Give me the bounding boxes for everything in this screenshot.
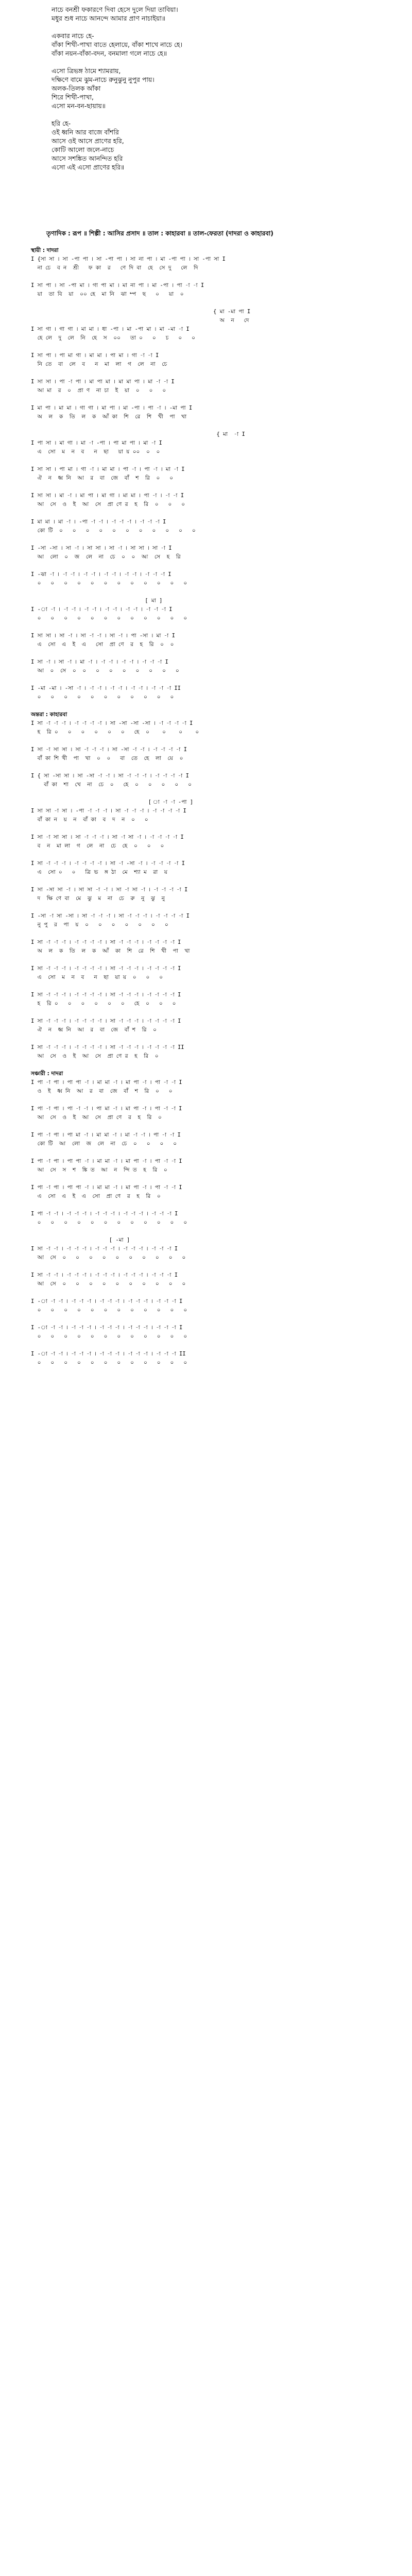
row-spacer bbox=[0, 763, 412, 772]
notation-row: I পা -া পা । পা -া -া । পা মা -া । মা পা -া । পা -া -া I bbox=[31, 1106, 182, 1112]
notation-row: ০ ০ ০ ০ ০ ০ ০ ০ ০ ০ ০ bbox=[31, 694, 174, 700]
notation-row: I -া -া -া । -া -া -া । -া -া -া । -া -া -া । -া -া -া I bbox=[31, 1325, 183, 1331]
notation-row: I সা -া -া । -া -া -া । -া -া -া । -া -া -া । -া -া -া I bbox=[31, 1246, 178, 1252]
notation-row: I সা -া -া -া । -া -া -া -া । সা -া -া -া । -া -া -া -া I bbox=[31, 965, 181, 972]
notation-row: ও ই ধ্ব নি আ র বা জে বাঁ শ রি ০ ০ bbox=[31, 1088, 173, 1094]
notation-row: আ সে ও ই আ সে প্রা ণে র হ রি ০ ০ ০ bbox=[31, 501, 185, 507]
row-spacer bbox=[0, 1262, 412, 1271]
notation-row: I {সা সা । সা -পা পা । সা -পা পা । সা না পা । মা -পা পা । সা -পা সা I bbox=[31, 256, 226, 262]
row-spacer bbox=[0, 509, 412, 518]
notation-row: I সা -া -া -া । -া -া -া -া । সা -া -সা -া । -া -া -া -া I bbox=[31, 860, 185, 867]
notation-row: হ রি ০ ০ ০ ০ ০ ০ হে ০ ০ ০ bbox=[31, 1001, 176, 1007]
section-label: অন্তরা : কাহারবা bbox=[31, 711, 67, 718]
notation-row: বাঁ কা শি খী পা খা ০ ০ বা তে হে লা য়ে ০ bbox=[31, 755, 183, 761]
notation-row: I পা সা । মা গা । মা -া -পা । পা মা পা । মা -া I bbox=[31, 440, 162, 446]
notation-row: ০ ০ ০ ০ ০ ০ ০ ০ ০ ০ ০ ০ bbox=[31, 1307, 187, 1313]
notation-row: অ ল ক তি ল ক আঁ কা শি রে শি খী পা খা bbox=[31, 414, 187, 420]
notation-row: কো টি ০ ০ ০ ০ ০ ০ ০ ০ ০ ০ ০ bbox=[31, 528, 196, 534]
row-spacer bbox=[0, 1175, 412, 1183]
notation-row: হ রি ০ ০ ০ ০ ০ ০ হে ০ ০ ০ ০ bbox=[31, 729, 199, 735]
notation-row: দ ক্ষি ণে বা মে ঝু ম না চে রু নু ঝু নু bbox=[31, 895, 165, 902]
lyric-line: শিরে শিখী-পাখা, bbox=[52, 93, 94, 101]
notation-row: ০ ০ ০ ০ ০ ০ ০ ০ ০ ০ ০ ০ bbox=[31, 580, 187, 586]
notation-row: I মা পা । মা মা । গা গা । মা পা । মা -পা । পা -া । -মা পা I bbox=[31, 405, 193, 411]
notation-row: বাঁ কা শা খে না চে ০ হে ০ ০ ০ ০ ০ bbox=[31, 782, 192, 788]
notation-row: এ সো ম ন ব ন ছা য়া য় ০ ০ ০ bbox=[31, 974, 163, 980]
section-label: স্থায়ী : দাদরা bbox=[31, 247, 59, 253]
row-spacer bbox=[0, 343, 412, 351]
row-spacer bbox=[0, 789, 412, 798]
notation-row: ঐ ন ধ্ব নি আ র বা জে বাঁ শ রি ০ bbox=[31, 1027, 157, 1033]
notation-row: ০ ০ ০ ০ ০ ০ ০ ০ ০ ০ ০ ০ bbox=[31, 615, 187, 621]
lyric-line: এসো এই এসো প্রাণের হরি॥ bbox=[52, 163, 125, 171]
notation-row: I সা সা । পা মা । গা -া । মা মা । পা -া । পা -া । মা -া I bbox=[31, 466, 185, 472]
row-spacer bbox=[0, 395, 412, 404]
lyric-line: হরি হে- bbox=[52, 120, 71, 127]
notation-row: I সা -া -া -া । -া -া -া -া । সা -া -া -া । -া -া -া -া I bbox=[31, 1018, 181, 1024]
notation-row: I সা -া -া । -া -া -া । -া -া -া । -া -া -া । -া -া -া I bbox=[31, 1272, 178, 1278]
row-spacer bbox=[0, 1122, 412, 1131]
row-spacer bbox=[0, 623, 412, 632]
row-spacer bbox=[0, 1289, 412, 1297]
row-spacer bbox=[0, 588, 412, 597]
row-spacer bbox=[0, 929, 412, 938]
lyric-line bbox=[52, 23, 381, 31]
notation-row: I সা -া -া -া । -া -া -া -া । সা -সা -সা -সা । -া -া -া -া I bbox=[31, 720, 193, 726]
notation-row: না চে ব ন শ্রী ফ কা র ণে দি বা হে সে দু লে দি bbox=[31, 265, 198, 271]
notation-row: I সা সা । সা -া । সা -া -া । সা -া । পা -সা । মা -া I bbox=[31, 633, 175, 639]
row-spacer bbox=[0, 1096, 412, 1105]
notation-row: আ মা র ০ প্রা ণ না চা ই য়া ০ ০ ০ bbox=[31, 387, 166, 394]
notation-row: I সা -া -া -া । -া -া -া -া । সা -া -া -া । -া -া -া -া II bbox=[31, 1044, 184, 1050]
row-spacer bbox=[0, 903, 412, 912]
lyric-line: এসো ত্রিভঙ্গ ঠামে শ্যামরায়, bbox=[52, 67, 121, 75]
notation-row: আ সে ও ই আ সে প্রা ণে র হ রি ০ bbox=[31, 1053, 159, 1059]
notation-row: I সা গা । গা গা । মা মা । ধা -পা । মা -পা মা । মা -মা -া I bbox=[31, 326, 190, 332]
row-spacer bbox=[0, 1035, 412, 1043]
row-spacer bbox=[0, 737, 412, 745]
notation-row: { মা -মা পা I bbox=[31, 309, 251, 315]
notation-row: আ সে ও ই আ সে প্রা ণে র হ রি ০ bbox=[31, 1114, 162, 1121]
notation-row: অ ল ক তি ল ক আঁ কা শি রে শি খী পা খা bbox=[31, 948, 190, 954]
row-spacer bbox=[0, 369, 412, 378]
notation-row: আ সে ০ ০ ০ ০ ০ ০ ০ ০ ০ ০ bbox=[31, 1281, 186, 1287]
notation-row: ০ ০ ০ ০ ০ ০ ০ ০ ০ ০ ০ ০ bbox=[31, 1333, 187, 1340]
row-spacer bbox=[0, 562, 412, 570]
row-spacer bbox=[0, 1227, 412, 1236]
song-info-line: তৃণাদিক : রূপ ॥ শিল্পী : আসির প্রসাদ ॥ তাল : কাহারবা ॥ তাল-ফেরতা (দাদরা ও কাহারবা) bbox=[46, 230, 273, 237]
lyric-line: কোটি আলো জলে-নাচে bbox=[52, 146, 114, 154]
notation-row: [ মা ] bbox=[31, 598, 163, 604]
row-spacer bbox=[0, 456, 412, 465]
lyric-line bbox=[52, 110, 381, 119]
notation-row: I সা সা । মা -া । মা পা । মা গা । মা মা । পা -া । -া -া I bbox=[31, 493, 184, 499]
notation-row: আ সে স শ ঙ্কি ত আ ন ন্দি ত হ রি ০ bbox=[31, 1167, 167, 1173]
notation-row: I সা সা -া সা । -পা -া -া -া । সা -া -া -া । -া -া -া -া I bbox=[31, 808, 186, 814]
lyric-line: আসে সশঙ্কিত আনন্দিত হরি bbox=[52, 155, 123, 162]
notation-row: I সা সা । পা -া পা । মা পা মা । মা মা পা । মা -া -া I bbox=[31, 379, 175, 385]
notation-row: এ সো ম ন ব ন ছা য়া য় ০০ ০ ০ bbox=[31, 449, 160, 455]
lyric-line bbox=[52, 58, 381, 66]
row-spacer bbox=[0, 982, 412, 991]
row-spacer bbox=[0, 273, 412, 281]
row-spacer bbox=[0, 675, 412, 684]
notation-row: I সা -া সা সা । সা -া -া -া । সা -সা -া -া । -া -া -া -া I bbox=[31, 747, 187, 753]
notation-row: বাঁ কা ন য় ন বাঁ কা ব দ ন ০ ০ bbox=[31, 817, 148, 823]
notation-row: আ সে ০ ০ ০ ০ ০ ০ ০ ০ ০ ০ bbox=[31, 1255, 186, 1261]
notation-row: I সা পা । সা -পা মা । গা পা মা । মা না পা । মা -পা । পা -া -া I bbox=[31, 282, 204, 289]
notation-row: নু পু র পা য় ০ ০ ০ ০ ০ ০ ০ bbox=[31, 922, 168, 928]
row-spacer bbox=[0, 1148, 412, 1157]
notation-row: I -া -া । -া -া । -া -া । -া -া । -া -া । -া -া -া I bbox=[31, 606, 173, 613]
lyric-line: অলক-তিলক আঁকা bbox=[52, 84, 101, 92]
notation-row: অ ন দে bbox=[31, 317, 249, 324]
notation-row: I পা -া পা । পা পা -া । মা মা -া । মা পা -া । পা -া -া I bbox=[31, 1079, 182, 1086]
row-spacer bbox=[0, 1341, 412, 1350]
lyric-line: মধুর শুধ নাচে আনন্দে আমার প্রাণ নাচাইয়া॥ bbox=[52, 14, 165, 22]
lyric-line: দক্ষিণে বামে ঝুম-নাচে রুনুঝুনু নুপুর পায়। bbox=[52, 76, 154, 83]
lyrics-block bbox=[52, 5, 381, 172]
notation-block bbox=[0, 246, 412, 1367]
row-spacer bbox=[0, 824, 412, 833]
notation-row: ঐ ন ধ্ব নি আ র বা জে বাঁ শ রি ০ ০ bbox=[31, 475, 174, 481]
lyric-line: একবার নাচে হে- bbox=[52, 32, 94, 40]
notation-row: আ ০ সে ০ ০ ০ ০ ০ ০ ০ ০ ০ bbox=[31, 668, 179, 674]
notation-row: ০ ০ ০ ০ ০ ০ ০ ০ ০ ০ ০ ০ bbox=[31, 1219, 187, 1226]
notation-row: I মা মা । মা -া । -পা -া -া । -া -া -া । -া -া -া I bbox=[31, 519, 166, 525]
lyric-line: বাঁকা শিখী-পাখা বাতে হেলায়ে, বাঁকা শাখে নাচে হে। bbox=[52, 41, 183, 48]
row-spacer bbox=[0, 956, 412, 964]
notation-row: I সা -া -া -া । -া -া -া -া । সা -া -া -া । -া -া -া -া I bbox=[31, 992, 181, 998]
notation-row: [ -মা ] bbox=[31, 1237, 130, 1243]
notation-row: I পা -া পা । পা পা -া । মা মা -া । মা পা -া । পা -া -া I bbox=[31, 1184, 182, 1191]
notation-row: I -সা -সা । সা -া । সা সা । সা -া । সা সা । সা -া I bbox=[31, 545, 172, 551]
notation-row: নি তে বা লে ব ন মা লা গ লে না চে bbox=[31, 361, 167, 367]
notation-row: I সা -া -া -া । -া -া -া -া । সা -া -া -া । -া -া -া -া I bbox=[31, 939, 181, 945]
row-spacer bbox=[0, 299, 412, 308]
notation-row: I পা -া -া । -া -া -া । -া -া -া । -া -া -া । -া -া -া I bbox=[31, 1211, 178, 1217]
lyric-line: নাচে বনশ্রী ফকারণে দিবা হেসে দুলে দিয়া তাবিয়া। bbox=[52, 6, 178, 13]
notation-row: আ লো ০ জ লে না চে ০ ০ আ সে হ রি bbox=[31, 554, 181, 560]
notation-row: I -মা -মা । -সা -া । -া -া । -া -া । -া -া । -া -া -া II bbox=[31, 685, 181, 691]
notation-row: I পা -া পা । পা মা -া । মা মা -া । মা -া -া । পা -া -া I bbox=[31, 1132, 181, 1138]
notation-row: য়া তা বি য়া ০০ হে মা নি ঝা ম্প ছ ০ য়া ০ bbox=[31, 291, 184, 297]
section-label: সঞ্চারী : দাদরা bbox=[31, 1071, 63, 1077]
lyric-line: বাঁকা নয়ন-বাঁকা-বদন, বনমালা গলে নাচে হে॥ bbox=[52, 49, 167, 57]
notation-row: এ সো এ ই এ সো প্রা ণে র হ রি ০ ০ bbox=[31, 641, 174, 648]
notation-row: ব ন মা লা গ লে না চে হে ০ ০ ০ bbox=[31, 843, 164, 849]
row-spacer bbox=[0, 1315, 412, 1324]
row-spacer bbox=[0, 1061, 412, 1070]
lyric-line: ওই ধ্বনি আর বাজে বাঁশরি bbox=[52, 128, 119, 136]
notation-row: I সা পা । পা মা গা । মা মা । পা মা । গা -া -া I bbox=[31, 352, 159, 359]
notation-row: I সা -া সা সা । সা -া -া -া । সা -া সা -া । -া -া -া -া I bbox=[31, 834, 184, 840]
row-spacer bbox=[0, 877, 412, 886]
notation-row: I -া -া -া । -া -া -া । -া -া -া । -া -া -া । -া -া -া II bbox=[31, 1351, 186, 1357]
notation-row: এ সো ০ ০ ত্রি ভ ঙ্গ ঠা মে শ্যা ম রা য় bbox=[31, 869, 167, 875]
row-spacer bbox=[0, 702, 412, 710]
notation-row: ০ ০ ০ ০ ০ ০ ০ ০ ০ ০ ০ ০ bbox=[31, 1360, 187, 1366]
row-spacer bbox=[0, 483, 412, 492]
row-spacer bbox=[0, 649, 412, 658]
row-spacer bbox=[0, 1201, 412, 1210]
notation-row: এ সো এ ই এ সো প্রা ণে র হ রি ০ bbox=[31, 1193, 161, 1199]
notation-row: I -সা -া সা -সা । সা -া -া -া । সা -া -া -া । -া -া -া -া I bbox=[31, 913, 190, 919]
notation-row: I { সা -সা সা । সা -সা -া -া । সা -া -া -া । -া -া -া -া I bbox=[31, 773, 189, 779]
notation-row: I সা -সা সা -া । সা সা -া -া । সা -া সা -া । -া -া -া -া I bbox=[31, 887, 188, 893]
row-spacer bbox=[0, 851, 412, 859]
notation-row: I -া -া -া । -া -া -া । -া -া -া । -া -া -া । -া -া -া I bbox=[31, 1298, 183, 1304]
notation-row: I -ঝা -া । -া -া । -া -া । -া -া । -া -া । -া -া -া I bbox=[31, 571, 171, 578]
notation-row: কো টি আ লো জ লে না চে ০ ০ ০ ০ bbox=[31, 1141, 177, 1147]
row-spacer bbox=[0, 1008, 412, 1017]
row-spacer bbox=[0, 535, 412, 544]
lyric-line: আসে ওই আসে প্রাণের হরি, bbox=[52, 137, 124, 145]
notation-row: I পা -া পা । পা পা -া । মা মা -া । মা পা -া । পা -া -া I bbox=[31, 1158, 182, 1164]
row-spacer bbox=[0, 421, 412, 430]
lyric-line: এসো মন-বন-ছায়ায়॥ bbox=[52, 102, 106, 110]
notation-row: { মা -া I bbox=[31, 431, 245, 437]
notation-row: I সা -া । সা -া । মা -া । -া -া । -া -া । -া -া -া I bbox=[31, 659, 168, 665]
notation-row: হে লে দু লে নি হে স ০০ তা ০ ০ চ ০ ০ bbox=[31, 335, 195, 341]
notation-row: [ া -া -া -পা ] bbox=[31, 799, 194, 805]
